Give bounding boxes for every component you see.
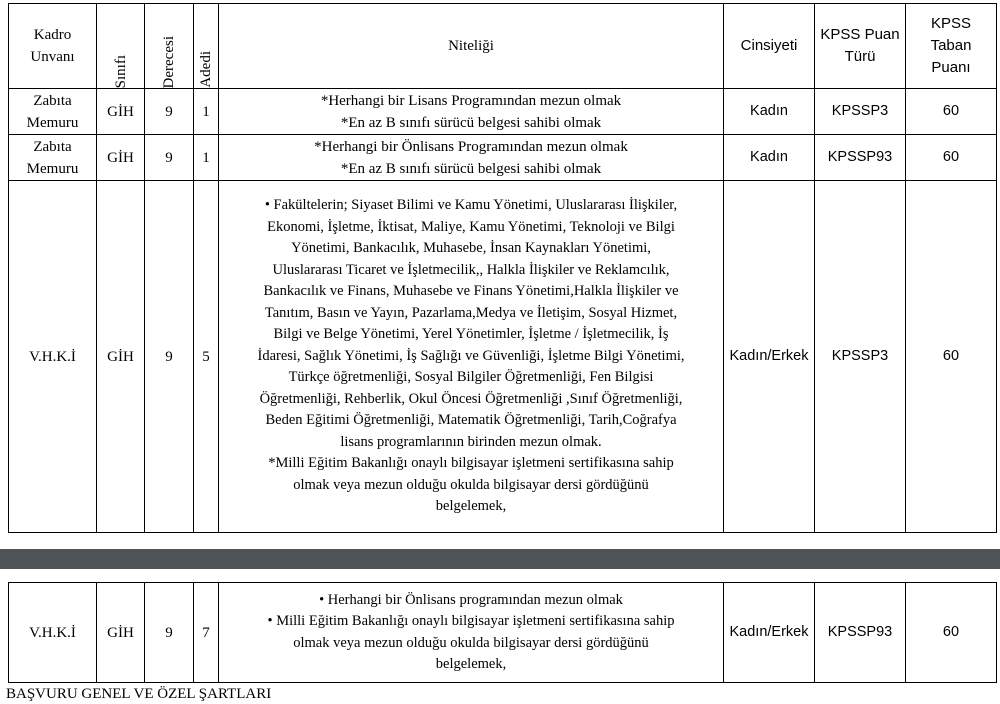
nitelik-line: Ekonomi, İşletme, İktisat, Maliye, Kamu Yönetimi, Teknoloji ve Bilgi [267,218,675,235]
nitelik-line: Bankacılık ve Finans, Muhasebe ve Finans Yönetimi,Halkla İlişkiler ve [263,283,679,300]
nitelik-line: Tanıtım, Basın ve Yayın, Pazarlama,Medya ve İletişim, Sosyal Hizmet, [264,304,678,321]
nitelik-line: olmak veya mezun olduğu okulda bilgisayar dersi gördüğünü [293,634,649,651]
cell-puan-turu: KPSSP93 [815,583,906,683]
header-niteligi: Niteliği [219,4,724,89]
nitelik-line: *Milli Eğitim Bakanlığı onaylı bilgisayar işletmeni sertifikasına sahip [268,455,674,472]
cell-sinif: GİH [97,181,145,533]
table-row [9,89,997,135]
nitelik-line: Yönetimi, Bankacılık, Muhasebe, İnsan Kaynakları Yönetimi, [291,240,651,257]
header-row [9,4,997,89]
cell-nitelik [219,583,724,683]
cell-puan-turu: KPSSP93 [815,135,906,181]
header-kadro-unvani: Kadro Unvanı [9,4,97,89]
page-break-band [0,549,1000,569]
nitelik-line: *Herhangi bir Lisans Programından mezun olmak [320,92,622,109]
header-kpss-taban-puani: KPSS Taban Puanı [906,4,997,89]
cell-adet: 7 [194,583,219,683]
cell-derece: 9 [145,89,194,135]
table-row [9,583,997,683]
section-heading: BAŞVURU GENEL VE ÖZEL ŞARTLARI [6,686,272,702]
nitelik-line: Türkçe öğretmenliği, Sosyal Bilgiler Öğretmenliği, Fen Bilgisi [288,369,654,386]
cell-derece: 9 [145,181,194,533]
cell-puan-turu: KPSSP3 [815,181,906,533]
cell-cinsiyet: Kadın [724,89,815,135]
nitelik-line: belgelemek, [435,498,507,515]
cell-nitelik [219,135,724,181]
cell-taban: 60 [906,181,997,533]
nitelik-line: Öğretmenliği, Rehberlik, Okul Öncesi Öğretmenliği ,Sınıf Öğretmenliği, [259,390,683,407]
nitelik-line: *En az B sınıfı sürücü belgesi sahibi olmak [340,114,602,131]
nitelik-line: belgelemek, [435,656,507,672]
cell-derece: 9 [145,135,194,181]
nitelik-line: Uluslararası Ticaret ve İşletmecilik,, Halkla İlişkiler ve Reklamcılık, [272,261,670,278]
cell-adet: 5 [194,181,219,533]
nitelik-line: İdaresi, Sağlık Yönetimi, İş Sağlığı ve Güvenliği, İşletme Bilgi Yönetimi, [257,347,685,364]
nitelik-line: Beden Eğitimi Öğretmenliği, Matematik Öğretmenliği, Tarih,Coğrafya [265,412,677,429]
cell-kadro: V.H.K.İ [9,583,97,683]
header-derecesi: Derecesi [145,4,194,89]
header-adedi: Adedi [194,4,219,89]
table-row [9,181,997,533]
cell-adet: 1 [194,135,219,181]
cell-adet: 1 [194,89,219,135]
nitelik-line: *Herhangi bir Önlisans Programından mezun olmak [314,138,628,155]
cell-kadro: V.H.K.İ [9,181,97,533]
cell-taban: 60 [906,135,997,181]
header-kpss-puan-turu: KPSS Puan Türü [815,4,906,89]
cell-sinif: GİH [97,89,145,135]
kadro-table [8,3,997,533]
cell-derece: 9 [145,583,194,683]
table-row [9,135,997,181]
nitelik-line: Bilgi ve Belge Yönetimi, Yerel Yönetimler, İşletme / İşletmecilik, İş [273,326,669,343]
cell-cinsiyet: Kadın/Erkek [724,583,815,683]
header-cinsiyeti: Cinsiyeti [724,4,815,89]
header-sinifi: Sınıfı [97,4,145,89]
cell-cinsiyet: Kadın/Erkek [724,181,815,533]
cell-sinif: GİH [97,583,145,683]
cell-taban: 60 [906,89,997,135]
nitelik-line: • Fakültelerin; Siyaset Bilimi ve Kamu Yönetimi, Uluslararası İlişkiler, [264,197,678,214]
nitelik-line: • Herhangi bir Önlisans programından mezun olmak [319,591,623,608]
cell-sinif: GİH [97,135,145,181]
nitelik-line: lisans programlarının birinden mezun olmak. [340,433,602,450]
cell-puan-turu: KPSSP3 [815,89,906,135]
kadro-table-continued [8,582,997,683]
cell-kadro: Zabıta Memuru [9,89,97,135]
cell-nitelik [219,89,724,135]
nitelik-line: *En az B sınıfı sürücü belgesi sahibi olmak [340,160,602,177]
nitelik-line: olmak veya mezun olduğu okulda bilgisayar dersi gördüğünü [293,476,649,493]
cell-cinsiyet: Kadın [724,135,815,181]
cell-kadro: Zabıta Memuru [9,135,97,181]
cell-nitelik [219,181,724,533]
cell-taban: 60 [906,583,997,683]
nitelik-line: • Milli Eğitim Bakanlığı onaylı bilgisayar işletmeni sertifikasına sahip [267,613,675,629]
